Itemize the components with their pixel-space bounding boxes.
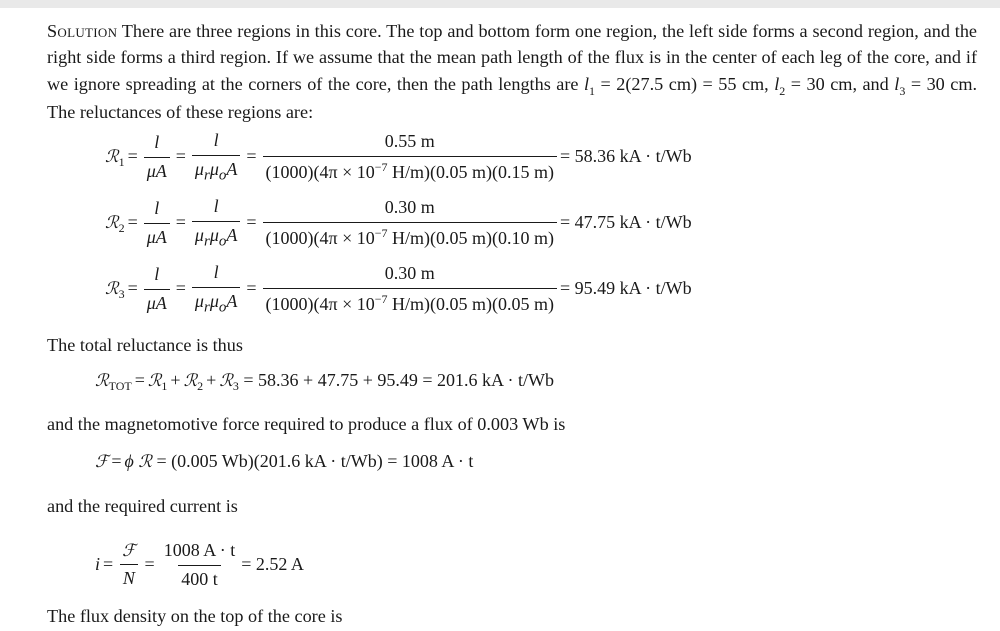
total-reluctance-equation: ℛ TOT = ℛ 1 + ℛ 2 + ℛ 3 = 58.36 + 47.75 + 95.49 = 201.6 kA · t/Wb (95, 370, 554, 393)
total-reluctance-intro: The total reluctance is thus (47, 335, 243, 355)
current-intro: and the required current is (47, 496, 238, 516)
document-page (0, 8, 1000, 631)
flux-density-intro: The flux density on the top of the core is (47, 606, 343, 626)
reluctance-equation-1: ℛ 1 = $\frac{l}{\mu A}$ = $\frac{l}{\mu_r\mu_oA}$ = $\frac{0.55 m}{(1000)(4\pi \times 10^{-7} H/m)(0.05 m)(0.15 m)}$ = 58.36 kA · t/Wb (105, 130, 692, 184)
reluctance-1-result: = 58.36 kA · t/Wb (560, 146, 692, 167)
mmf-equation: ℱ = ϕ ℛ = (0.005 Wb)(201.6 kA · t/Wb) = 1008 A · t (95, 451, 474, 472)
top-scroll-bar (0, 0, 1000, 8)
l3-value: = 30 cm. (910, 73, 978, 94)
reluctance-3-result: = 95.49 kA · t/Wb (560, 278, 692, 299)
reluctance-2-result: = 47.75 kA · t/Wb (560, 212, 692, 233)
reluctance-equation-2: ℛ 2 = $\frac{l}{\mu A}$ = $\frac{l}{\mu_r\mu_oA}$ = $\frac{0.30 m}{(1000)(4\pi \times 10^{-7} H/m)(0.05 m)(0.10 m)}$ = 47.75 kA · t/Wb (105, 196, 692, 250)
current-equation: i = $\frac{\text{ℱ}}{N}$ = $\frac{1008 A \cdot t}{400 t}$ = 2.52 A (95, 540, 304, 589)
l2-value: = 30 cm, and (790, 73, 889, 94)
l1-value: = 2(27.5 cm) = 55 cm, (600, 73, 769, 94)
mmf-intro: and the magnetomotive force required to produce a flux of 0.003 Wb is (47, 414, 566, 434)
solution-text-end: The reluctances of these regions are: (47, 101, 314, 122)
solution-paragraph: Solution There are three regions in this core. The top and bottom form one region, the left side forms a second region, and the right side forms a third region. If we assume that the mean path length of the flux is in the center of each leg of the core, and if we ignore spreading at the corners of the core, then the path lengths are $l_1 = 2(27.5$ cm) = 55 cm, $l_2 = 30$ cm, and $l_3 = 30$ cm. The reluctances of these regions are: (47, 21, 978, 122)
solution-heading: Solution (47, 21, 118, 41)
reluctance-equation-3: ℛ 3 = $\frac{l}{\mu A}$ = $\frac{l}{\mu_r\mu_oA}$ = $\frac{0.30 m}{(1000)(4\pi \times 10^{-7} H/m)(0.05 m)(0.05 m)}$ = 95.49 kA · t/Wb (105, 262, 692, 316)
solution-text: There are three regions in this core. The top and bottom form one region, the left side forms a second region, and the right side forms a third region. If we assume that the mean path length of the flux is in the center of each leg of the core, and if we ignore spreading at the corners of the core, then the path lengths are (47, 21, 977, 94)
